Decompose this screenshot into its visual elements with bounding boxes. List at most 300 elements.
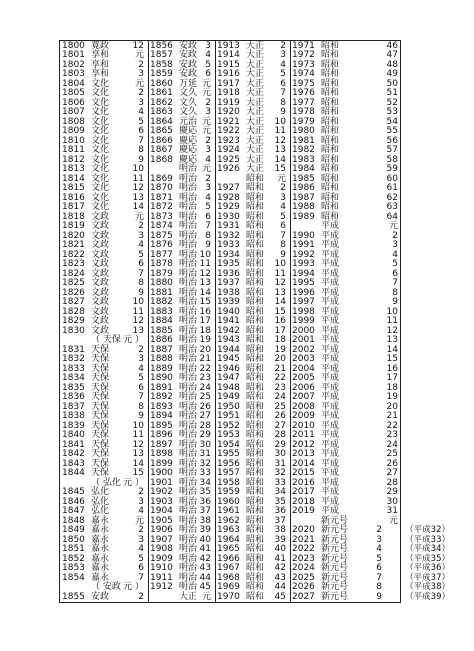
era-year-cell: 8: [392, 287, 398, 298]
era-name-cell: 享和: [91, 59, 110, 70]
era-name-cell: 文政: [91, 268, 110, 279]
year-cell: 1955: [217, 449, 240, 459]
era-name-cell: 昭和: [246, 477, 265, 488]
era-name-cell: 安政: [179, 40, 198, 51]
year-cell: 1823: [62, 259, 85, 269]
era-year-cell: 14: [386, 344, 398, 355]
era-name-cell: 昭和: [246, 249, 265, 260]
era-year-cell: 20: [386, 401, 398, 412]
year-cell: 1975: [292, 78, 315, 89]
era-year-cell: 24: [386, 439, 398, 450]
era-name-cell: 昭和: [246, 183, 265, 193]
era-year-cell: 元: [201, 126, 211, 136]
era-year-cell: 12: [386, 325, 398, 336]
year-cell: 1996: [292, 287, 315, 298]
era-name-cell: 平成: [321, 287, 340, 298]
era-year-cell: 10: [386, 306, 398, 317]
year-cell: 1831: [62, 344, 85, 355]
era-year-cell: 27: [199, 411, 211, 421]
era-name-cell: 弘化: [91, 496, 110, 507]
era-year-cell: 46: [386, 40, 398, 51]
era-year-cell: 17: [274, 325, 286, 336]
year-cell: 1863: [150, 107, 173, 117]
era-year-cell: 元: [134, 78, 144, 89]
year-cell: 1927: [217, 183, 240, 193]
era-year-cell: 26: [274, 411, 286, 421]
era-name-cell: 明治: [179, 259, 198, 269]
era-name-cell: 昭和: [321, 154, 340, 165]
era-year-cell: 25: [386, 449, 398, 459]
era-year-cell: 9: [376, 591, 382, 602]
era-name-cell: 平成: [321, 325, 340, 336]
year-cell: 1935: [217, 259, 240, 269]
era-year-cell: 53: [386, 107, 398, 117]
year-cell: 2021: [292, 534, 315, 545]
era-year-cell: 元: [388, 221, 398, 231]
era-name-cell: 昭和: [246, 525, 265, 535]
era-name-cell: 大正: [246, 69, 265, 79]
era-year-cell: 元 ）: [123, 582, 144, 592]
year-cell: 1928: [217, 192, 240, 203]
era-year-cell: 11: [274, 268, 286, 279]
year-cell: 1914: [217, 50, 240, 60]
year-cell: 1962: [217, 515, 240, 526]
year-cell: 1991: [292, 240, 315, 250]
era-name-cell: 昭和: [321, 183, 340, 193]
year-cell: 1978: [292, 107, 315, 117]
era-year-cell: 30: [386, 496, 398, 507]
year-cell: 1852: [62, 553, 85, 564]
era-name-cell: 明治: [179, 525, 198, 535]
era-year-cell: 14: [274, 154, 286, 165]
era-name-cell: 大正: [246, 145, 265, 155]
year-cell: 1842: [62, 449, 85, 459]
heisei-equivalent-cell: （平成35）: [405, 553, 450, 564]
era-name-cell: 文政: [91, 221, 110, 231]
year-cell: 1971: [292, 40, 315, 51]
era-name-cell: 昭和: [246, 221, 265, 231]
era-name-cell: 新元号: [321, 525, 349, 535]
era-year-cell: 6: [280, 78, 286, 89]
era-year-cell: 19: [274, 344, 286, 355]
year-cell: 2011: [292, 430, 315, 440]
era-year-cell: 元: [201, 78, 211, 89]
year-cell: 1960: [217, 496, 240, 507]
year-cell: 1934: [217, 249, 240, 260]
era-name-cell: 享和: [91, 50, 110, 60]
era-year-cell: 11: [274, 126, 286, 136]
era-year-cell: 3: [205, 40, 211, 51]
era-year-cell: 27: [274, 420, 286, 431]
era-name-cell: 大正: [246, 126, 265, 136]
year-cell: 1922: [217, 126, 240, 136]
era-name-cell: 文化: [91, 78, 110, 89]
year-cell: 1903: [150, 496, 173, 507]
era-year-cell: 12: [132, 183, 144, 193]
era-name-cell: 昭和: [321, 173, 340, 184]
era-name-cell: 天保: [91, 411, 110, 421]
era-year-cell: 35: [199, 487, 211, 497]
year-cell: 1954: [217, 439, 240, 450]
era-name-cell: 明治: [179, 221, 198, 231]
column-divider: [148, 41, 149, 602]
year-cell: 1882: [150, 297, 173, 307]
year-cell: 1868: [150, 154, 173, 165]
year-cell: 1994: [292, 268, 315, 279]
era-year-cell: 60: [386, 173, 398, 184]
era-name-cell: 平成: [321, 411, 340, 421]
year-cell: 1957: [217, 468, 240, 478]
era-year-cell: 6: [138, 563, 144, 573]
year-cell: 1806: [62, 97, 85, 108]
year-cell: 1801: [62, 50, 85, 60]
era-name-cell: 嘉永: [91, 515, 110, 526]
era-year-cell: 34: [274, 487, 286, 497]
column-divider: [290, 41, 291, 602]
table-column-4: [290, 40, 450, 602]
era-name-cell: 平成: [321, 458, 340, 469]
era-name-cell: 嘉永: [91, 525, 110, 535]
year-cell: 1911: [150, 572, 173, 583]
era-name-cell: 明治: [179, 164, 198, 174]
year-cell: 1924: [217, 145, 240, 155]
era-name-cell: 平成: [321, 344, 340, 355]
year-cell: 1888: [150, 354, 173, 364]
era-name-cell: 明治: [179, 297, 198, 307]
year-cell: 1918: [217, 88, 240, 98]
year-cell: 1999: [292, 316, 315, 326]
era-year-cell: 32: [199, 458, 211, 469]
year-cell: 1932: [217, 230, 240, 241]
era-name-cell: 昭和: [246, 487, 265, 497]
year-cell: 1919: [217, 97, 240, 108]
era-year-cell: 9: [205, 240, 211, 250]
era-name-cell: 昭和: [321, 59, 340, 70]
year-cell: 1933: [217, 240, 240, 250]
era-name-cell: 昭和: [246, 420, 265, 431]
era-name-cell: 嘉永: [91, 553, 110, 564]
era-name-cell: 新元号: [321, 553, 349, 564]
heisei-equivalent-cell: （平成38）: [405, 582, 450, 592]
era-name-cell: 昭和: [246, 211, 265, 222]
year-cell: 1813: [62, 164, 85, 174]
era-name-cell: 昭和: [246, 392, 265, 402]
era-year-cell: 3: [280, 50, 286, 60]
era-name-cell: 昭和: [246, 449, 265, 459]
era-name-cell: 平成: [321, 496, 340, 507]
era-year-cell: 4: [280, 59, 286, 70]
era-year-cell: 31: [274, 458, 286, 469]
era-year-cell: 6: [280, 221, 286, 231]
era-name-cell: 文政: [91, 325, 110, 336]
era-year-cell: 12: [274, 278, 286, 288]
era-name-cell: 天保: [91, 439, 110, 450]
era-year-cell: 11: [132, 430, 144, 440]
era-name-cell: 昭和: [246, 173, 265, 184]
year-cell: 1847: [62, 506, 85, 516]
year-cell: 1938: [217, 287, 240, 298]
era-name-cell: 明治: [179, 411, 198, 421]
era-name-cell: 新元号: [321, 591, 349, 602]
year-cell: 1969: [217, 582, 240, 592]
era-name-cell: 大正: [246, 88, 265, 98]
year-cell: 1817: [62, 202, 85, 212]
era-name-cell: 安政: [179, 50, 198, 60]
era-year-cell: 11: [132, 306, 144, 317]
year-cell: 2010: [292, 420, 315, 431]
year-cell: 1953: [217, 430, 240, 440]
era-name-cell: 昭和: [246, 344, 265, 355]
era-name-cell: 大正: [246, 164, 265, 174]
era-name-cell: 平成: [321, 268, 340, 279]
era-name-cell: 嘉永: [91, 572, 110, 583]
year-cell: 1818: [62, 211, 85, 222]
era-year-cell: 3: [138, 69, 144, 79]
year-cell: 1941: [217, 316, 240, 326]
era-year-cell: 28: [199, 420, 211, 431]
era-year-cell: 7: [138, 572, 144, 583]
era-year-cell: 8: [376, 582, 382, 592]
era-name-cell: 昭和: [321, 202, 340, 212]
year-cell: 1885: [150, 325, 173, 336]
era-year-cell: 50: [386, 78, 398, 89]
era-name-cell: 昭和: [246, 335, 265, 345]
era-name-cell: 昭和: [321, 69, 340, 79]
era-name-cell: 天保: [91, 363, 110, 374]
era-name-cell: 天保: [91, 392, 110, 402]
era-year-cell: 24: [199, 382, 211, 393]
era-year-cell: 19: [199, 335, 211, 345]
year-cell: 1811: [62, 145, 85, 155]
era-year-cell: 9: [138, 154, 144, 165]
era-name-cell: 昭和: [246, 316, 265, 326]
era-year-cell: 12: [132, 316, 144, 326]
era-year-cell: 2: [376, 525, 382, 535]
era-name-cell: 明治: [179, 563, 198, 573]
era-year-cell: 18: [386, 382, 398, 393]
era-name-cell: 明治: [179, 373, 198, 383]
era-year-cell: 10: [274, 116, 286, 127]
era-year-cell: 2: [138, 221, 144, 231]
era-year-cell: 54: [386, 116, 398, 127]
era-name-cell: 平成: [321, 392, 340, 402]
year-cell: 1805: [62, 88, 85, 98]
era-year-cell: 4: [138, 363, 144, 374]
era-name-cell: 明治: [179, 363, 198, 374]
era-year-cell: 38: [199, 515, 211, 526]
year-cell: 1829: [62, 316, 85, 326]
year-cell: 1816: [62, 192, 85, 203]
era-year-cell: 24: [274, 392, 286, 402]
year-cell: 1800: [62, 40, 85, 51]
era-name-cell: 平成: [321, 449, 340, 459]
era-year-cell: 6: [205, 211, 211, 222]
era-year-cell: 20: [199, 344, 211, 355]
era-name-cell: 昭和: [246, 496, 265, 507]
era-year-cell: 5: [205, 59, 211, 70]
year-cell: 2025: [292, 572, 315, 583]
year-cell: 1906: [150, 525, 173, 535]
era-name-cell: 昭和: [321, 97, 340, 108]
era-name-cell: 天保: [91, 373, 110, 383]
era-name-cell: 新元号: [321, 515, 349, 526]
era-year-cell: 3: [138, 496, 144, 507]
year-cell: 1827: [62, 297, 85, 307]
era-year-cell: 10: [132, 297, 144, 307]
era-year-cell: 25: [199, 392, 211, 402]
era-year-cell: 30: [199, 439, 211, 450]
year-cell: 2012: [292, 439, 315, 450]
year-cell: 1833: [62, 363, 85, 374]
era-year-cell: 5: [205, 202, 211, 212]
era-year-cell: 28: [386, 477, 398, 488]
era-name-cell: 明治: [179, 553, 198, 564]
era-name-cell: 昭和: [321, 126, 340, 136]
year-cell: 1905: [150, 515, 173, 526]
year-cell: 1980: [292, 126, 315, 136]
era-name-cell: 文久: [179, 97, 198, 108]
year-cell: 1854: [62, 572, 85, 583]
era-year-cell: 元 ）: [123, 335, 144, 345]
year-cell: 1989: [292, 211, 315, 222]
era-year-cell: 2: [205, 173, 211, 184]
year-cell: 1830: [62, 325, 85, 336]
era-name-cell: 昭和: [246, 287, 265, 298]
era-year-cell: 42: [274, 563, 286, 573]
year-cell: 1987: [292, 192, 315, 203]
era-name-cell: 平成: [321, 249, 340, 260]
era-name-cell: 平成: [321, 468, 340, 478]
era-name-cell: 明治: [179, 211, 198, 222]
era-year-cell: 13: [274, 145, 286, 155]
era-name-cell: 文久: [179, 88, 198, 98]
era-year-cell: 20: [274, 354, 286, 364]
era-year-cell: 元: [134, 211, 144, 222]
era-name-cell: 天保: [91, 468, 110, 478]
era-year-cell: 8: [280, 97, 286, 108]
year-cell: 2002: [292, 344, 315, 355]
era-year-cell: 47: [386, 50, 398, 60]
year-cell: 1837: [62, 401, 85, 412]
era-year-cell: 元: [201, 88, 211, 98]
year-cell: 1967: [217, 563, 240, 573]
era-name-cell: 昭和: [246, 439, 265, 450]
era-name-cell: 明治: [179, 477, 198, 488]
heisei-equivalent-cell: （平成32）: [405, 525, 450, 535]
era-year-cell: 15: [199, 297, 211, 307]
era-name-cell: 新元号: [321, 544, 349, 554]
era-year-cell: 13: [386, 335, 398, 345]
era-name-cell: 慶応: [179, 154, 198, 165]
year-cell: 1909: [150, 553, 173, 564]
era-year-cell: 23: [199, 373, 211, 383]
year-cell: 1995: [292, 278, 315, 288]
era-year-cell: 5: [138, 116, 144, 127]
era-year-cell: 52: [386, 97, 398, 108]
era-name-cell: 文化: [91, 202, 110, 212]
era-year-cell: 43: [199, 563, 211, 573]
era-year-cell: 63: [386, 202, 398, 212]
year-cell: 1958: [217, 477, 240, 488]
year-cell: 1988: [292, 202, 315, 212]
year-cell: 2018: [292, 496, 315, 507]
era-name-cell: 明治: [179, 268, 198, 279]
era-name-cell: 昭和: [246, 259, 265, 269]
year-cell: 1839: [62, 420, 85, 431]
era-name-cell: 文政: [91, 259, 110, 269]
era-name-cell: 昭和: [246, 202, 265, 212]
year-cell: 1866: [150, 135, 173, 146]
year-cell: 1976: [292, 88, 315, 98]
year-cell: 1930: [217, 211, 240, 222]
year-cell: 1997: [292, 297, 315, 307]
era-name-cell: 文化: [91, 164, 110, 174]
era-name-cell: 平成: [321, 420, 340, 431]
era-name-cell: 昭和: [246, 468, 265, 478]
year-cell: 2003: [292, 354, 315, 364]
heisei-equivalent-cell: （平成36）: [405, 563, 450, 573]
era-name-cell: 平成: [321, 259, 340, 269]
era-name-cell: 明治: [179, 449, 198, 459]
era-name-cell: 文化: [91, 192, 110, 203]
year-cell: 1904: [150, 506, 173, 516]
era-year-cell: 2: [138, 59, 144, 70]
year-cell: 1869: [150, 173, 173, 184]
year-cell: 1931: [217, 221, 240, 231]
era-year-cell: 4: [138, 240, 144, 250]
era-year-cell: 27: [386, 468, 398, 478]
era-year-cell: 21: [199, 354, 211, 364]
year-cell: 1951: [217, 411, 240, 421]
year-cell: 1877: [150, 249, 173, 260]
era-name-cell: 明治: [179, 325, 198, 336]
era-year-cell: 3: [138, 97, 144, 108]
era-year-cell: 7: [205, 221, 211, 231]
era-name-cell: 文化: [91, 173, 110, 184]
year-cell: 1820: [62, 230, 85, 241]
year-cell: 1879: [150, 268, 173, 279]
era-name-cell: 昭和: [246, 268, 265, 279]
era-name-cell: 明治: [179, 382, 198, 393]
era-name-cell: 天保: [91, 382, 110, 393]
era-year-cell: 55: [386, 126, 398, 136]
era-name-cell: 万延: [179, 78, 198, 89]
era-name-cell: 天保: [91, 420, 110, 431]
era-name-cell: 文政: [91, 211, 110, 222]
era-name-cell: 新元号: [321, 572, 349, 583]
year-cell: 1916: [217, 69, 240, 79]
era-year-cell: 5: [392, 259, 398, 269]
year-cell: 1961: [217, 506, 240, 516]
era-name-cell: 昭和: [321, 135, 340, 146]
year-cell: 2027: [292, 591, 315, 602]
era-year-cell: 25: [274, 401, 286, 412]
year-cell: 1840: [62, 430, 85, 440]
year-cell: 2019: [292, 506, 315, 516]
year-cell: 1970: [217, 591, 240, 602]
era-year-cell: 6: [392, 268, 398, 279]
era-year-cell: 36: [199, 496, 211, 507]
year-cell: 1834: [62, 373, 85, 383]
era-name-cell: 平成: [321, 278, 340, 288]
table-row: [60, 591, 148, 604]
era-name-cell: 平成: [321, 297, 340, 307]
era-name-cell: 平成: [321, 354, 340, 364]
era-name-cell: 明治: [179, 287, 198, 298]
year-cell: 2006: [292, 382, 315, 393]
era-year-cell: 26: [199, 401, 211, 412]
era-name-cell: （ 天保: [91, 335, 121, 345]
